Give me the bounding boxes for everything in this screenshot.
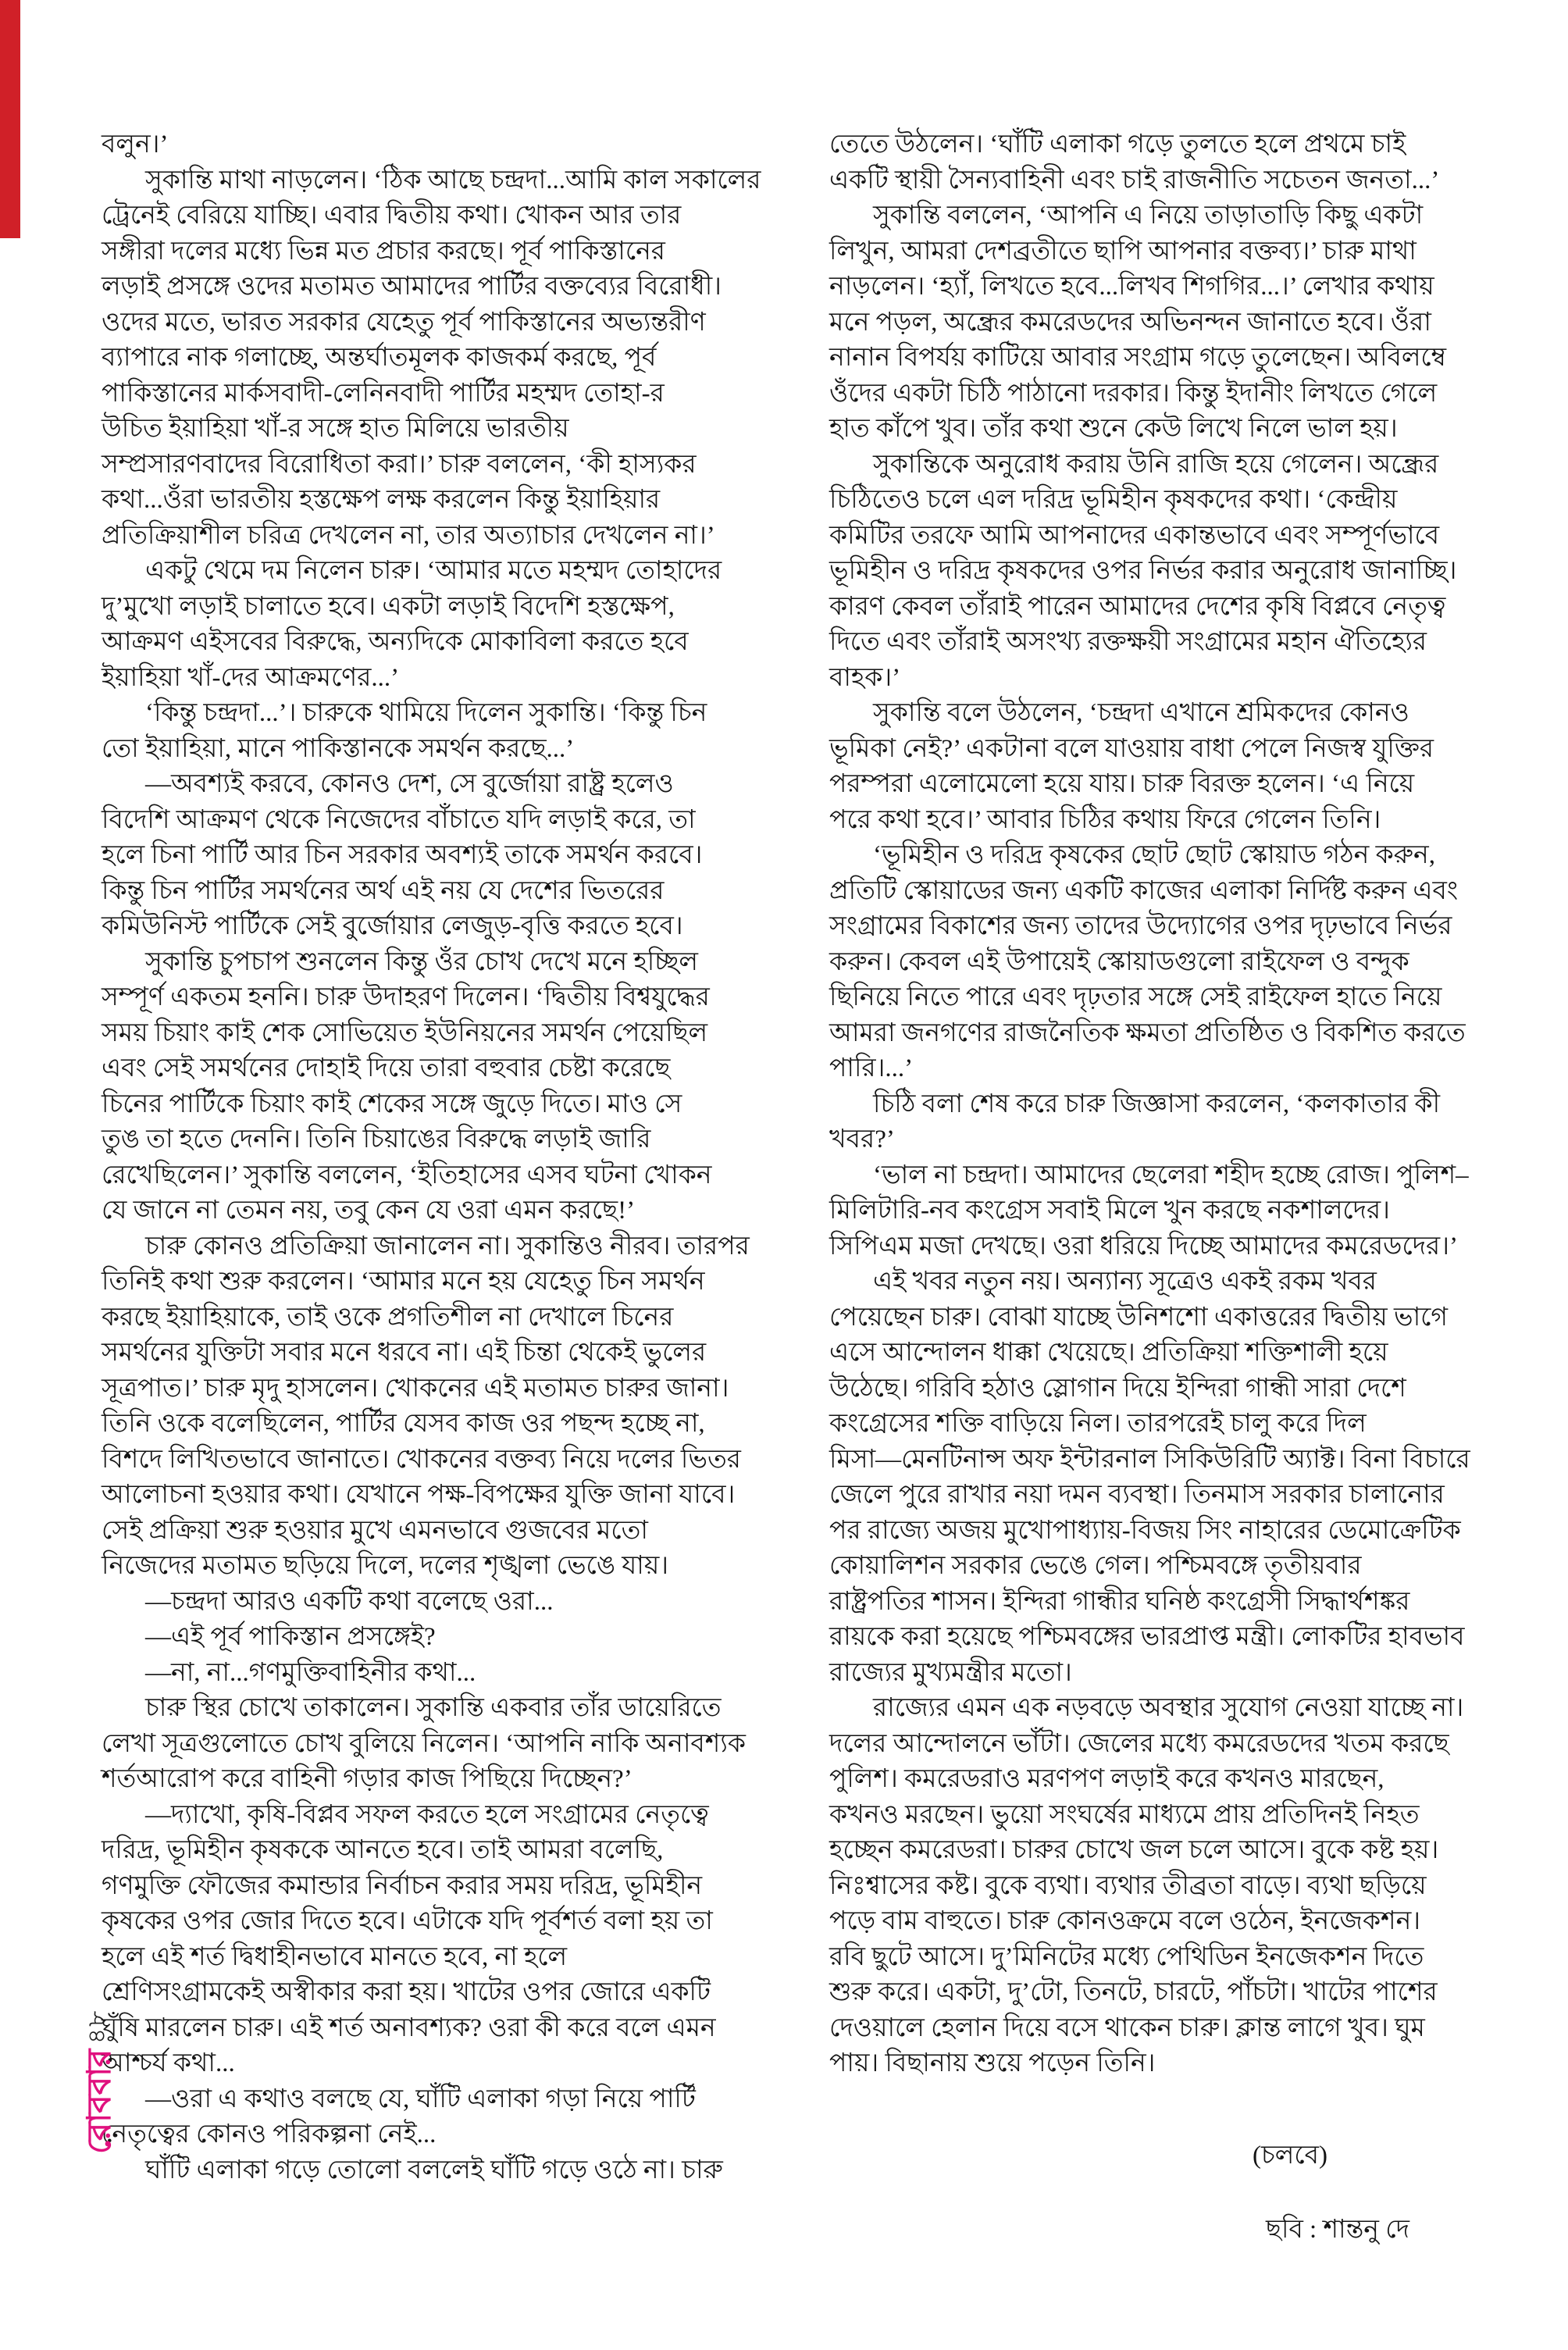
text-line: পাকিস্তানের মার্কসবাদী-লেনিনবাদী পার্টির মহম্মদ তোহা-র [102,379,665,408]
text-line: হলে চিনা পার্টি আর চিন সরকার অবশ্যই তাকে সমর্থন করবে। [102,841,703,869]
text-line: ঘুঁষি মারলেন চারু। এই শর্ত অনাবশ্যক? ওরা কী করে বলে এমন [102,2013,716,2042]
text-line: পুলিশ। কমরেডরাও মরণপণ লড়াই করে কখনও মারছেন, [829,1765,1384,1793]
text-line: নিজেদের মতামত ছড়িয়ে দিলে, দলের শৃঙ্খলা ভেঙে যায়। [102,1552,669,1580]
text-line: রবি ছুটে আসে। দু’মিনিটের মধ্যে পেথিডিন ইনজেকশন দিতে [829,1942,1424,1971]
text-line: এই খবর নতুন নয়। অন্যান্য সূত্রেও একই রকম খবর [873,1268,1377,1296]
text-line: দলের আন্দোলনে ভাঁটা। জেলের মধ্যে কমরেডদের খতম করছে [829,1729,1449,1758]
text-line: বিদেশি আক্রমণ থেকে নিজেদের বাঁচাতে যদি লড়াই করে, তা [102,805,696,834]
text-line: পায়। বিছানায় শুয়ে পড়েন তিনি। [829,2049,1156,2077]
text-line: পরম্পরা এলোমেলো হয়ে যায়। চারু বিরক্ত হলেন। ‘এ নিয়ে [829,770,1415,798]
text-line: ঘাঁটি এলাকা গড়ে তোলো বললেই ঘাঁটি গড়ে ওঠে না। চারু [145,2156,723,2184]
text-line: তিনি ওকে বলেছিলেন, পার্টির যেসব কাজ ওর পছন্দ হচ্ছে না, [102,1410,705,1438]
text-line: দেওয়ালে হেলান দিয়ে বসে থাকেন চারু। ক্লান্ত লাগে খুব। ঘুম [829,2013,1425,2042]
text-line: প্রতিক্রিয়াশীল চরিত্র দেখলেন না, তার অত্যাচার দেখলেন না।’ [102,521,715,550]
text-line: সুকান্তি বললেন, ‘আপনি এ নিয়ে তাড়াতাড়ি কিছু একটা [873,201,1424,230]
text-line: সম্প্রসারণবাদের বিরোধিতা করা।’ চারু বললেন, ‘কী হাস্যকর [102,450,697,479]
text-line: আশ্চর্য কথা... [102,2049,235,2077]
text-line: ইয়াহিয়া খাঁ-দের আক্রমণের...’ [102,663,400,692]
text-line: কথা...ওঁরা ভারতীয় হস্তক্ষেপ লক্ষ করলেন কিন্তু ইয়াহিয়ার [102,486,661,514]
text-line: —ওরা এ কথাও বলছে যে, ঘাঁটি এলাকা গড়া নিয়ে পার্টি [145,2084,696,2113]
text-line: ওদের মতে, ভারত সরকার যেহেতু পূর্ব পাকিস্তানের অভ্যন্তরীণ [102,308,706,337]
text-line: কখনও মরছেন। ভুয়ো সংঘর্ষের মাধ্যমে প্রায় প্রতিদিনই নিহত [829,1800,1420,1829]
text-line: সিপিএম মজা দেখছে। ওরা ধরিয়ে দিচ্ছে আমাদের কমরেডদের।’ [829,1232,1458,1261]
text-line: ভূমিহীন ও দরিদ্র কৃষকদের ওপর নির্ভর করার অনুরোধ জানাচ্ছি। [829,557,1457,585]
text-line: চারু স্থির চোখে তাকালেন। সুকান্তি একবার তাঁর ডায়েরিতে [145,1694,722,1722]
spine-accent-bar [0,0,20,238]
text-line: সমর্থনের যুক্তিটা সবার মনে ধরবে না। এই চিন্তা থেকেই ভুলের [102,1339,707,1367]
text-line: সঙ্গীরা দলের মধ্যে ভিন্ন মত প্রচার করছে। পূর্ব পাকিস্তানের [102,237,665,266]
text-line: নিঃশ্বাসের কষ্ট। বুকে ব্যথা। ব্যথার তীব্রতা বাড়ে। ব্যথা ছড়িয়ে [829,1871,1427,1900]
text-line: এসে আন্দোলন ধাক্কা খেয়েছে। প্রতিক্রিয়া শক্তিশালী হয়ে [829,1339,1388,1367]
text-line: রাজ্যের এমন এক নড়বড়ে অবস্থার সুযোগ নেওয়া যাচ্ছে না। [873,1694,1464,1722]
text-line: একটু থেমে দম নিলেন চারু। ‘আমার মতে মহম্মদ তোহাদের [145,557,722,585]
text-column-left [102,127,792,2188]
text-line: রেখেছিলেন।’ সুকান্তি বললেন, ‘ইতিহাসের এসব ঘটনা খোকন [102,1161,712,1189]
text-line: দু’মুখো লড়াই চালাতে হবে। একটা লড়াই বিদেশি হস্তক্ষেপ, [102,592,675,621]
text-line: বলুন।’ [102,130,169,159]
text-line: —অবশ্যই করবে, কোনও দেশ, সে বুর্জোয়া রাষ্ট্র হলেও [145,770,674,798]
text-line: সুকান্তি মাথা নাড়লেন। ‘ঠিক আছে চন্দ্রদা...আমি কাল সকালের [145,166,761,194]
text-line: হচ্ছেন কমরেডরা। চারুর চোখে জল চলে আসে। বুকে কষ্ট হয়। [829,1836,1439,1864]
text-line: সূত্রপাত।’ চারু মৃদু হাসলেন। খোকনের এই মতামত চারুর জানা। [102,1374,729,1403]
text-line: উচিত ইয়াহিয়া খাঁ-র সঙ্গে হাত মিলিয়ে ভারতীয় [102,415,569,443]
text-line: —দ্যাখো, কৃষি-বিপ্লব সফল করতে হলে সংগ্রামের নেতৃত্বে [145,1800,709,1829]
text-line: তো ইয়াহিয়া, মানে পাকিস্তানকে সমর্থন করছে...’ [102,734,575,763]
text-line: চিঠি বলা শেষ করে চারু জিজ্ঞাসা করলেন, ‘কলকাতার কী [873,1089,1441,1118]
text-line: নেতৃত্বের কোনও পরিকল্পনা নেই... [102,2120,437,2149]
text-line: ওঁদের একটা চিঠি পাঠানো দরকার। কিন্তু ইদানীং লিখতে গেলে [829,379,1438,408]
text-line: তুঙ তা হতে দেননি। তিনি চিয়াঙের বিরুদ্ধে লড়াই জারি [102,1125,651,1154]
text-line: জেলে পুরে রাখার নয়া দমন ব্যবস্থা। তিনমাস সরকার চালানোর [829,1481,1445,1509]
text-line: যে জানে না তেমন নয়, তবু কেন যে ওরা এমন করছে!’ [102,1196,636,1225]
text-line: লিখুন, আমরা দেশব্রতীতে ছাপি আপনার বক্তব্য।’ চারু মাথা [829,237,1417,266]
text-line: পড়ে বাম বাহুতে। চারু কোনওক্রমে বলে ওঠেন, ইনজেকশন। [829,1907,1421,1935]
text-line: করছে ইয়াহিয়াকে, তাই ওকে প্রগতিশীল না দেখালে চিনের [102,1303,674,1332]
text-line: কৃষকের ওপর জোর দিতে হবে। এটাকে যদি পূর্বশর্ত বলা হয় তা [102,1907,713,1935]
text-line: মিলিটারি-নব কংগ্রেস সবাই মিলে খুন করছে নকশালদের। [829,1196,1390,1225]
text-line: নানান বিপর্যয় কাটিয়ে আবার সংগ্রাম গড়ে তুলেছেন। অবিলম্বে [829,344,1447,372]
text-column-right [829,127,1520,2082]
text-line: ব্যাপারে নাক গলাচ্ছে, অন্তর্ঘাতমূলক কাজকর্ম করছে, পূর্ব [102,344,657,372]
text-line: ছিনিয়ে নিতে পারে এবং দৃঢ়তার সঙ্গে সেই রাইফেল হাতে নিয়ে [829,983,1442,1011]
text-line: একটি স্থায়ী সৈন্যবাহিনী এবং চাই রাজনীতি সচেতন জনতা...’ [829,166,1440,194]
text-line: দরিদ্র, ভূমিহীন কৃষককে আনতে হবে। তাই আমরা বলেছি, [102,1836,664,1864]
text-line: হাত কাঁপে খুব। তাঁর কথা শুনে কেউ লিখে নিলে ভাল হয়। [829,415,1398,443]
text-line: ‘ভাল না চন্দ্রদা। আমাদের ছেলেরা শহীদ হচ্ছে রোজ। পুলিশ– [873,1161,1469,1189]
to-be-continued-note: (চলবে) [1252,2141,1327,2170]
text-line: সম্পূর্ণ একতম হননি। চারু উদাহরণ দিলেন। ‘দ্বিতীয় বিশ্বযুদ্ধের [102,983,710,1011]
text-line: দিতে এবং তাঁরাই অসংখ্য রক্তক্ষয়ী সংগ্রামের মহান ঐতিহ্যের [829,628,1427,656]
text-line: লড়াই প্রসঙ্গে ওদের মতামত আমাদের পার্টির বক্তব্যের বিরোধী। [102,273,722,301]
text-line: —চন্দ্রদা আরও একটি কথা বলেছে ওরা... [145,1587,554,1616]
text-line: ‘কিন্তু চন্দ্রদা...’। চারুকে থামিয়ে দিলেন সুকান্তি। ‘কিন্তু চিন [145,699,707,727]
page-number: ৪৮ [83,2009,110,2044]
text-line: পরে কথা হবে।’ আবার চিঠির কথায় ফিরে গেলেন তিনি। [829,805,1381,834]
text-line: সময় চিয়াং কাই শেক সোভিয়েত ইউনিয়নের সমর্থন পেয়েছিল [102,1018,708,1047]
text-line: সংগ্রামের বিকাশের জন্য তাদের উদ্যোগের ওপর দৃঢ়ভাবে নির্ভর [829,912,1452,940]
text-line: খবর?’ [829,1125,895,1154]
photo-credit: ছবি : শান্তনু দে [1266,2216,1409,2244]
text-line: কমিউনিস্ট পার্টিকে সেই বুর্জোয়ার লেজুড়-বৃত্তি করতে হবে। [102,912,683,940]
text-line: চিঠিতেও চলে এল দরিদ্র ভূমিহীন কৃষকদের কথা। ‘কেন্দ্রীয় [829,486,1398,514]
text-line: গণমুক্তি ফৌজের কমান্ডার নির্বাচন করার সময় দরিদ্র, ভূমিহীন [102,1871,703,1900]
text-line: তিনিই কথা শুরু করলেন। ‘আমার মনে হয় যেহেতু চিন সমর্থন [102,1268,705,1296]
text-line: তেতে উঠলেন। ‘ঘাঁটি এলাকা গড়ে তুলতে হলে প্রথমে চাই [829,130,1406,159]
text-line: —এই পূর্ব পাকিস্তান প্রসঙ্গেই? [145,1623,436,1651]
text-line: বাহক।’ [829,663,901,692]
text-line: শ্রেণিসংগ্রামকেই অস্বীকার করা হয়। খাটের ওপর জোরে একটি [102,1978,711,2006]
text-line: রায়কে করা হয়েছে পশ্চিমবঙ্গের ভারপ্রাপ্ত মন্ত্রী। লোকটির হাবভাব [829,1623,1465,1651]
text-line: কংগ্রেসের শক্তি বাড়িয়ে নিল। তারপরেই চালু করে দিল [829,1410,1367,1438]
text-line: শুরু করে। একটা, দু’টো, তিনটে, চারটে, পাঁচটা। খাটের পাশের [829,1978,1438,2006]
text-line: ভূমিকা নেই?’ একটানা বলে যাওয়ায় বাধা পেলে নিজস্ব যুক্তির [829,734,1434,763]
text-line: —না, না...গণমুক্তিবাহিনীর কথা... [145,1658,476,1687]
text-line: বিশদে লিখিতভাবে জানাতে। খোকনের বক্তব্য নিয়ে দলের ভিতর [102,1445,741,1474]
text-line: আক্রমণ এইসবের বিরুদ্ধে, অন্যদিকে মোকাবিলা করতে হবে [102,628,689,656]
text-line: কোয়ালিশন সরকার ভেঙে গেল। পশ্চিমবঙ্গে তৃতীয়বার [829,1552,1362,1580]
text-line: রাজ্যের মুখ্যমন্ত্রীর মতো। [829,1658,1072,1687]
text-line: সেই প্রক্রিয়া শুরু হওয়ার মুখে এমনভাবে গুজবের মতো [102,1516,648,1545]
text-line: করুন। কেবল এই উপায়েই স্কোয়াডগুলো রাইফেল ও বন্দুক [829,947,1409,976]
text-line: শর্তআরোপ করে বাহিনী গড়ার কাজ পিছিয়ে দিচ্ছেন?’ [102,1765,633,1793]
text-line: ট্রেনেই বেরিয়ে যাচ্ছি। এবার দ্বিতীয় কথা। খোকন আর তার [102,201,682,230]
magazine-brand-name: রোববার [82,2049,118,2154]
text-line: এবং সেই সমর্থনের দোহাই দিয়ে তারা বহুবার চেষ্টা করেছে [102,1054,671,1082]
text-line: সুকান্তি বলে উঠলেন, ‘চন্দ্রদা এখানে শ্রমিকদের কোনও [873,699,1409,727]
text-line: কিন্তু চিন পার্টির সমর্থনের অর্থ এই নয় যে দেশের ভিতরের [102,876,665,905]
text-line: আলোচনা হওয়ার কথা। যেখানে পক্ষ-বিপক্ষের যুক্তি জানা যাবে। [102,1481,736,1509]
text-line: চারু কোনও প্রতিক্রিয়া জানালেন না। সুকান্তিও নীরব। তারপর [145,1232,750,1261]
text-line: মনে পড়ল, অন্ধ্রের কমরেডদের অভিনন্দন জানাতে হবে। ওঁরা [829,308,1431,337]
text-line: রাষ্ট্রপতির শাসন। ইন্দিরা গান্ধীর ঘনিষ্ঠ কংগ্রেসী সিদ্ধার্থশঙ্কর [829,1587,1410,1616]
text-line: নাড়লেন। ‘হ্যাঁ, লিখতে হবে...লিখব শিগগির...।’ লেখার কথায় [829,273,1434,301]
text-line: ‘ভূমিহীন ও দরিদ্র কৃষকের ছোট ছোট স্কোয়াড গঠন করুন, [873,841,1435,869]
text-line: চিনের পার্টিকে চিয়াং কাই শেকের সঙ্গে জুড়ে দিতে। মাও সে [102,1089,682,1118]
text-line: কমিটির তরফে আমি আপনাদের একান্তভাবে এবং সম্পূর্ণভাবে [829,521,1440,550]
text-line: মিসা—মেনটিনান্স অফ ইন্টারনাল সিকিউরিটি অ্যাক্ট। বিনা বিচারে [829,1445,1470,1474]
text-line: প্রতিটি স্কোয়াডের জন্য একটি কাজের এলাকা নির্দিষ্ট করুন এবং [829,876,1459,905]
text-line: সুকান্তি চুপচাপ শুনলেন কিন্তু ওঁর চোখ দেখে মনে হচ্ছিল [145,947,698,976]
text-line: পারি।...’ [829,1054,914,1082]
text-line: উঠেছে। গরিবি হঠাও স্লোগান দিয়ে ইন্দিরা গান্ধী সারা দেশে [829,1374,1406,1403]
text-line: লেখা সূত্রগুলোতে চোখ বুলিয়ে নিলেন। ‘আপনি নাকি অনাবশ্যক [102,1729,746,1758]
text-line: সুকান্তিকে অনুরোধ করায় উনি রাজি হয়ে গেলেন। অন্ধ্রের [873,450,1439,479]
text-line: পেয়েছেন চারু। বোঝা যাচ্ছে উনিশশো একাত্তরের দ্বিতীয় ভাগে [829,1303,1449,1332]
text-line: পর রাজ্যে অজয় মুখোপাধ্যায়-বিজয় সিং নাহারের ডেমোক্রেটিক [829,1516,1461,1545]
text-line: কারণ কেবল তাঁরাই পারেন আমাদের দেশের কৃষি বিপ্লবে নেতৃত্ব [829,592,1446,621]
text-line: আমরা জনগণের রাজনৈতিক ক্ষমতা প্রতিষ্ঠিত ও বিকশিত করতে [829,1018,1466,1047]
text-line: হলে এই শর্ত দ্বিধাহীনভাবে মানতে হবে, না হলে [102,1942,568,1971]
